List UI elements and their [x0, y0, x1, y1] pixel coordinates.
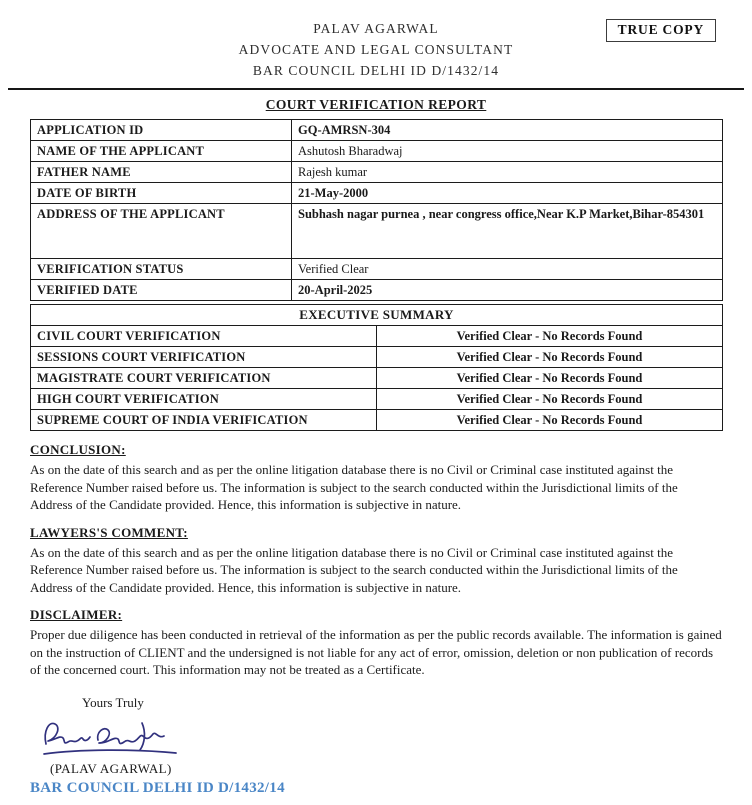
table-row	[31, 259, 723, 280]
row-value: Verified Clear - No Records Found	[377, 368, 723, 389]
table-row	[31, 204, 723, 259]
row-value: Verified Clear	[292, 259, 723, 280]
lawyers-comment-section	[30, 525, 722, 597]
row-label: SUPREME COURT OF INDIA VERIFICATION	[31, 410, 377, 431]
report-title: COURT VERIFICATION REPORT	[265, 97, 487, 112]
applicant-table	[30, 119, 723, 301]
disclaimer-body: Proper due diligence has been conducted in retrieval of the information as per the public records available. The information is gained on the instruction of CLIENT and the undersigned is not liable for any act of error, omission, deletion or non publication of records of the concerned court. This information may not be treated as a Certificate.	[30, 627, 722, 677]
disclaimer-heading: DISCLAIMER:	[30, 607, 123, 622]
row-value: Verified Clear - No Records Found	[377, 389, 723, 410]
conclusion-heading: CONCLUSION:	[30, 442, 126, 457]
signatory-name: (PALAV AGARWAL)	[50, 760, 172, 776]
row-value: Ashutosh Bharadwaj	[292, 141, 723, 162]
header-divider	[8, 88, 744, 90]
row-label: VERIFIED DATE	[31, 280, 292, 301]
row-value: Subhash nagar purnea , near congress office,Near K.P Market,Bihar-854301	[292, 204, 723, 259]
row-label: FATHER NAME	[31, 162, 292, 183]
conclusion-body: As on the date of this search and as per the online litigation database there is no Civil or Criminal case instituted against the Reference Number raised before us. The information is subject to the search conducted within the Jurisdictional limits of the Address of the Candidate provided. Hence, this information is subjective in nature.	[30, 462, 678, 512]
table-row	[31, 389, 723, 410]
row-label: SESSIONS COURT VERIFICATION	[31, 347, 377, 368]
row-label: MAGISTRATE COURT VERIFICATION	[31, 368, 377, 389]
executive-summary-title: EXECUTIVE SUMMARY	[31, 305, 723, 326]
row-label: APPLICATION ID	[31, 120, 292, 141]
conclusion-section	[30, 442, 722, 514]
lawyers-comment-heading: LAWYERS'S COMMENT:	[30, 524, 188, 540]
row-label: HIGH COURT VERIFICATION	[31, 389, 377, 410]
true-copy-stamp: TRUE COPY	[606, 19, 716, 42]
row-value: Verified Clear - No Records Found	[377, 326, 723, 347]
signature-block	[34, 713, 752, 761]
disclaimer-section	[30, 607, 722, 679]
row-value: 21-May-2000	[292, 183, 723, 204]
bar-council-footer: BAR COUNCIL DELHI ID D/1432/14	[30, 779, 285, 796]
table-row	[31, 410, 723, 431]
yours-truly-text: Yours Truly	[82, 694, 144, 710]
row-value: Rajesh kumar	[292, 162, 723, 183]
advocate-name: PALAV AGARWAL	[313, 21, 439, 36]
row-label: ADDRESS OF THE APPLICANT	[31, 204, 292, 259]
row-value: GQ-AMRSN-304	[292, 120, 723, 141]
table-row	[31, 368, 723, 389]
advocate-bar-id: BAR COUNCIL DELHI ID D/1432/14	[252, 63, 500, 78]
table-row	[31, 183, 723, 204]
row-label: DATE OF BIRTH	[31, 183, 292, 204]
executive-summary-table	[30, 304, 723, 431]
lawyers-comment-body: As on the date of this search and as per the online litigation database there is no Civil or Criminal case instituted against the Reference Number raised before us. The information is subject to the search conducted within the Jurisdictional limits of the Address of the Candidate provided. Hence, this information is subjective in nature.	[30, 544, 678, 595]
advocate-title: ADVOCATE AND LEGAL CONSULTANT	[238, 42, 514, 57]
executive-summary-header-row	[31, 305, 723, 326]
row-label: CIVIL COURT VERIFICATION	[31, 326, 377, 347]
row-value: Verified Clear - No Records Found	[377, 347, 723, 368]
table-row	[31, 280, 723, 301]
table-row	[31, 347, 723, 368]
row-label: NAME OF THE APPLICANT	[31, 141, 292, 162]
table-row	[31, 141, 723, 162]
table-row	[31, 120, 723, 141]
table-row	[31, 326, 723, 347]
row-value: 20-April-2025	[292, 280, 723, 301]
table-row	[31, 162, 723, 183]
row-value: Verified Clear - No Records Found	[377, 410, 723, 431]
signature-image	[34, 713, 184, 761]
row-label: VERIFICATION STATUS	[31, 259, 292, 280]
